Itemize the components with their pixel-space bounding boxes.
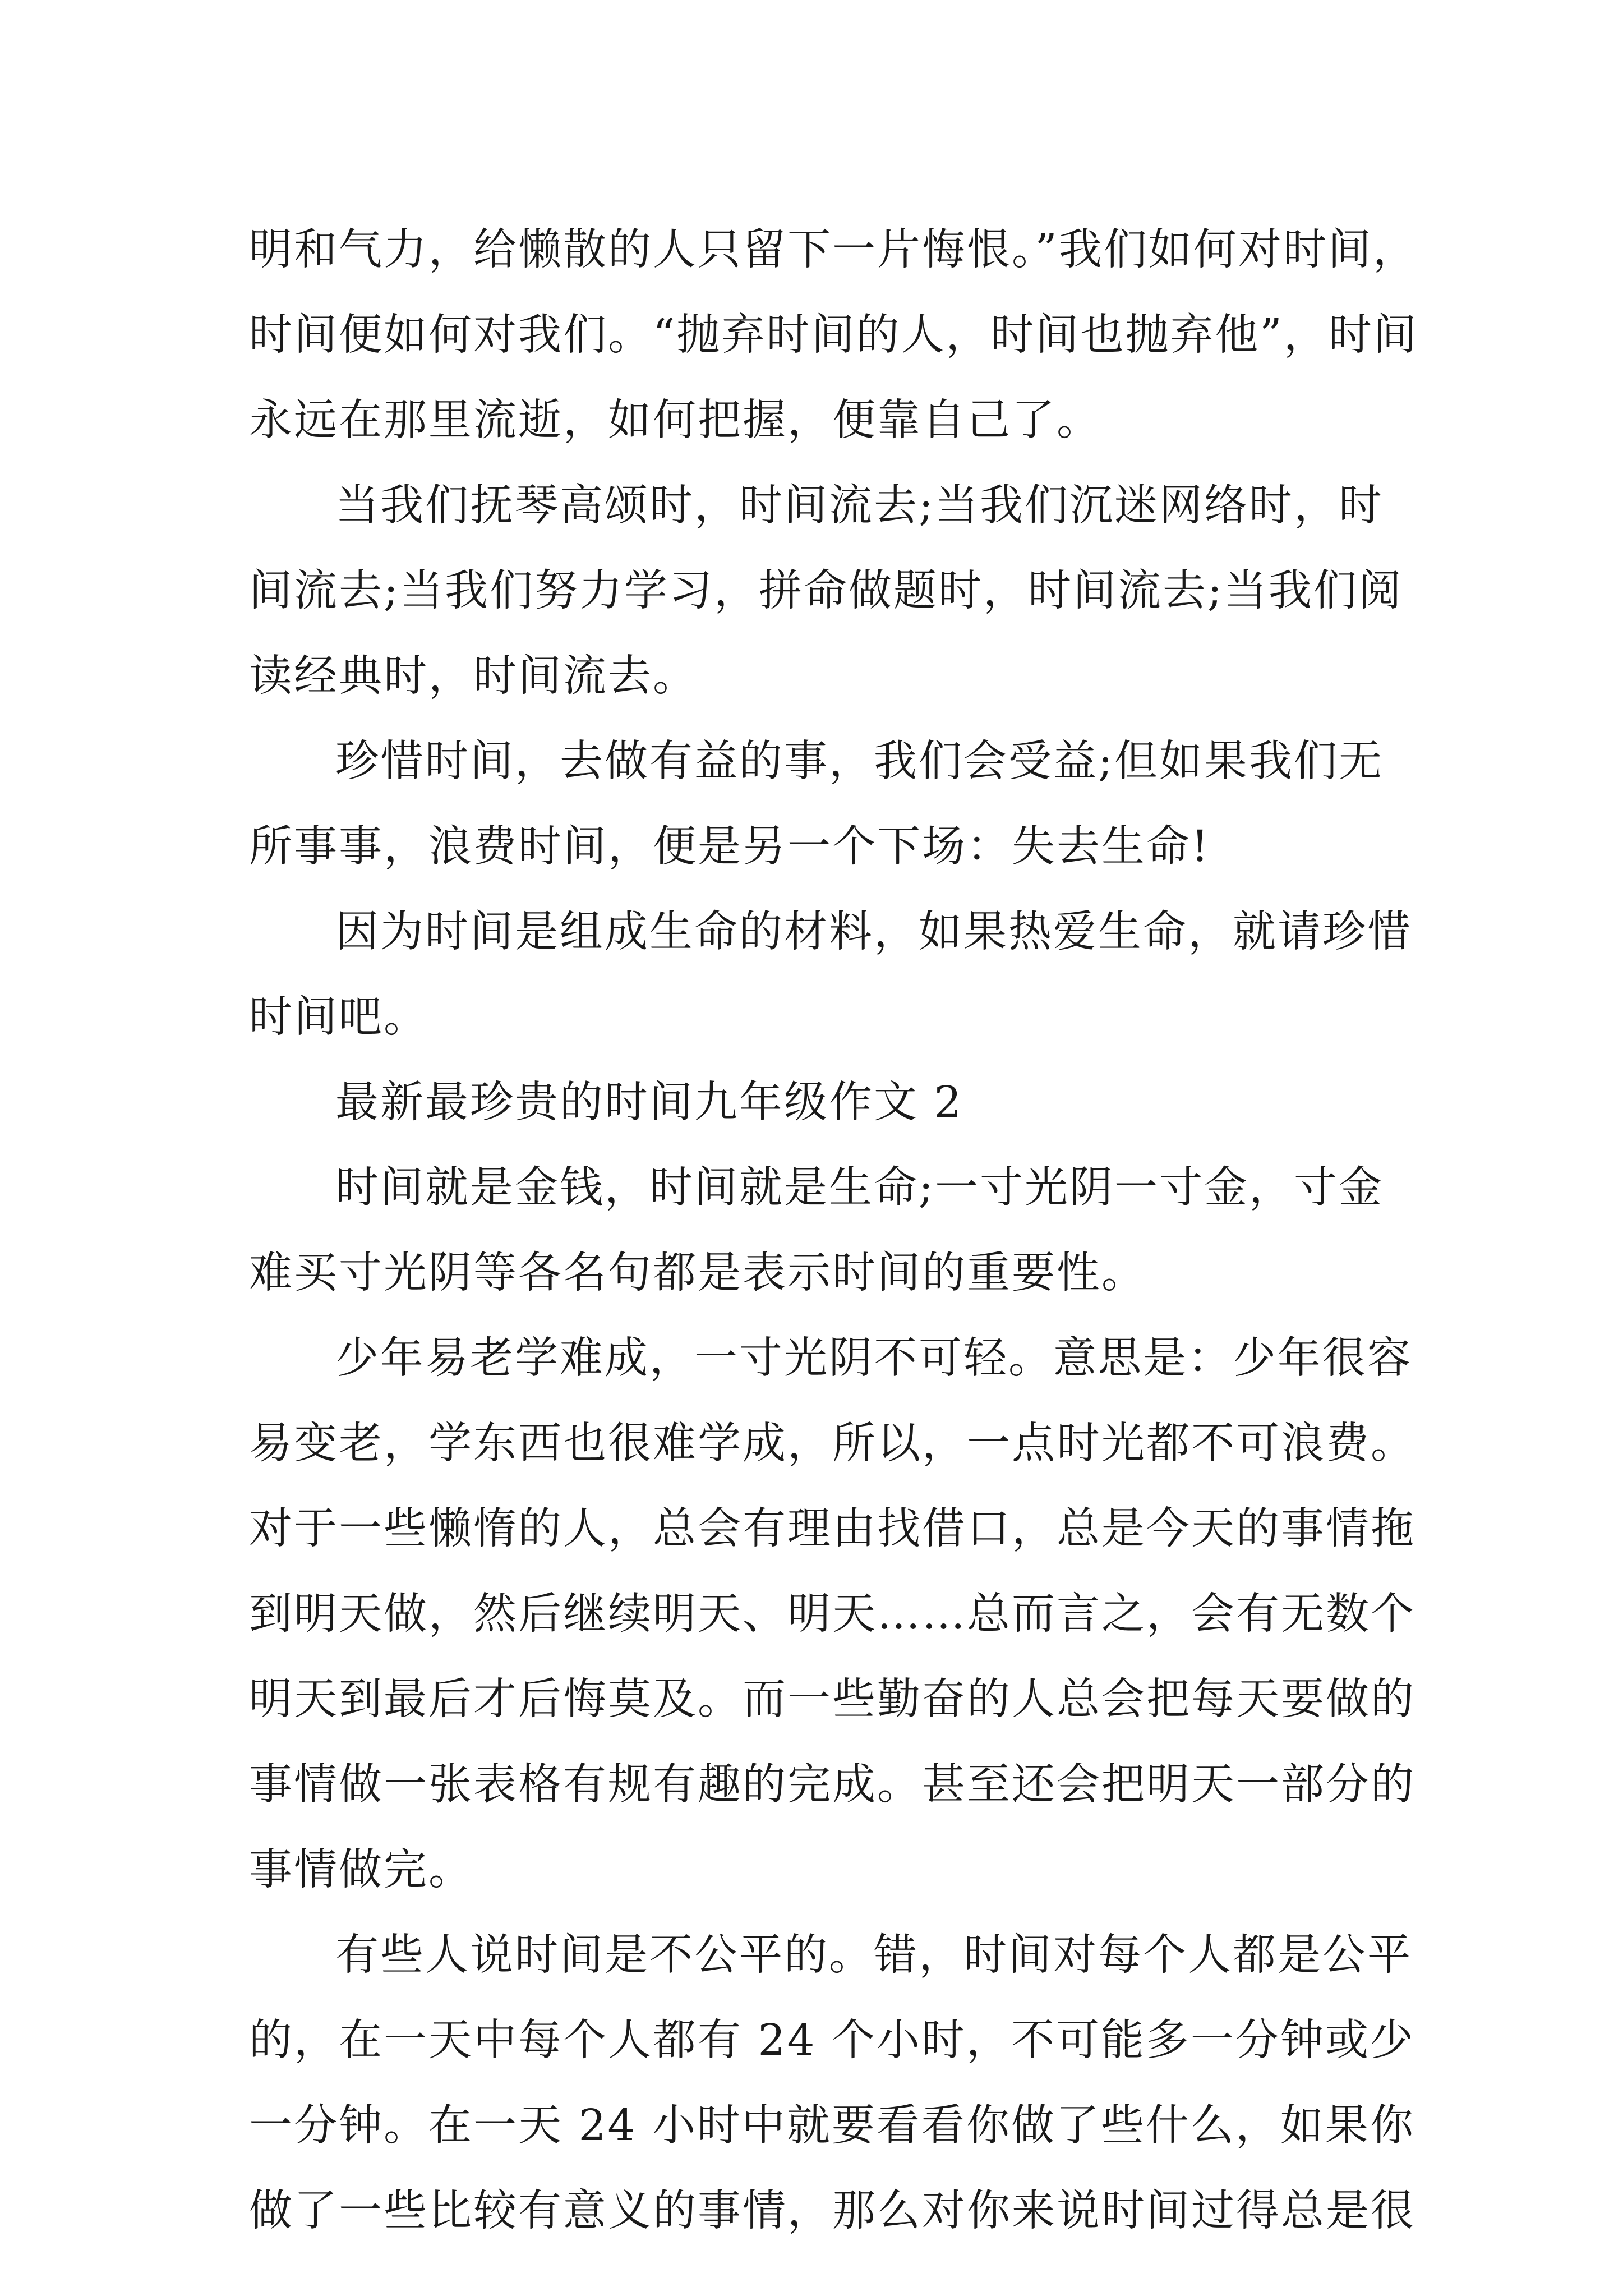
text-line: 难买寸光阴等各名句都是表示时间的重要性。 [249,1248,1146,1298]
text-line: 到明天做，然后继续明天、明天……总而言之，会有无数个 [249,1589,1415,1639]
paragraph-first-line: 因为时间是组成生命的材料，如果热爱生命，就请珍惜 [335,907,1412,957]
paragraph-first-line: 珍惜时间，去做有益的事，我们会受益;但如果我们无 [335,737,1384,786]
text-line: 事情做一张表格有规有趣的完成。甚至还会把明天一部分的 [249,1760,1415,1810]
section-heading: 最新最珍贵的时间九年级作文 2 [335,1078,963,1128]
text-line: 明和气力，给懒散的人只留下一片悔恨。”我们如何对时间， [249,225,1418,275]
essay-body [249,208,1418,2254]
text-line: 事情做完。 [249,1845,473,1895]
text-line: 明天到最后才后悔莫及。而一些勤奋的人总会把每天要做的 [249,1674,1415,1724]
text-line: 一分钟。在一天 24 小时中就要看看你做了些什么，如果你 [249,2101,1415,2151]
text-line: 读经典时，时间流去。 [249,651,698,701]
text-line: 的，在一天中每个人都有 24 个小时，不可能多一分钟或少 [249,2016,1415,2065]
paragraph-first-line: 有些人说时间是不公平的。错，时间对每个人都是公平 [335,1930,1412,1980]
paragraph-first-line: 少年易老学难成，一寸光阴不可轻。意思是：少年很容 [335,1333,1412,1383]
text-line: 间流去;当我们努力学习，拼命做题时，时间流去;当我们阅 [249,566,1403,616]
text-line: 对于一些懒惰的人，总会有理由找借口，总是今天的事情拖 [249,1504,1415,1554]
text-line: 易变老，学东西也很难学成，所以，一点时光都不可浪费。 [249,1419,1415,1469]
paragraph-first-line: 当我们抚琴高颂时，时间流去;当我们沉迷网络时，时 [335,481,1384,531]
text-line: 时间吧。 [249,992,428,1042]
text-line: 时间便如何对我们。“抛弃时间的人，时间也抛弃他”，时间 [249,310,1418,360]
text-line: 永远在那里流逝，如何把握，便靠自己了。 [249,395,1101,445]
text-line: 所事事，浪费时间，便是另一个下场：失去生命! [249,822,1210,872]
text-line: 做了一些比较有意义的事情，那么对你来说时间过得总是很 [249,2186,1415,2236]
paragraph-first-line: 时间就是金钱，时间就是生命;一寸光阴一寸金，寸金 [335,1163,1384,1213]
